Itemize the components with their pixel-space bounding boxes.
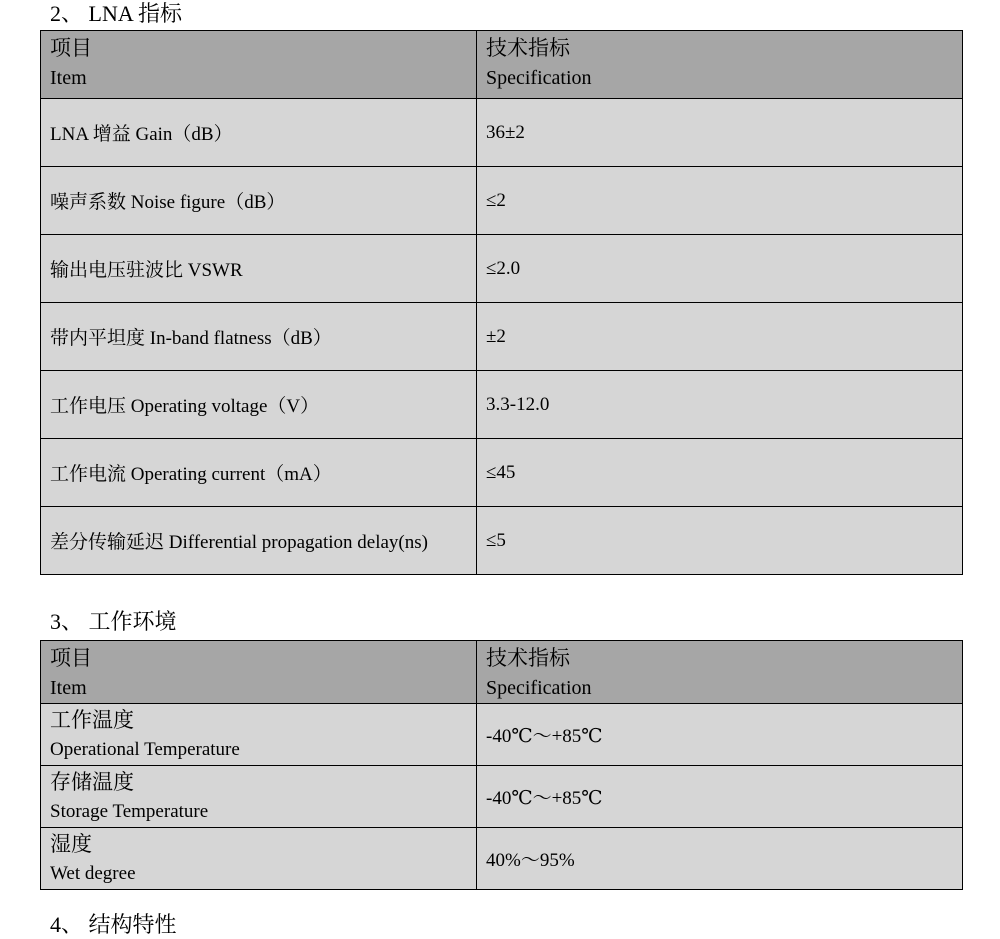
table-row xyxy=(41,371,963,439)
value-cell: ≤45 xyxy=(477,439,963,507)
table-row xyxy=(41,439,963,507)
item-cn: 存储温度 xyxy=(50,769,134,794)
table-row xyxy=(41,704,963,766)
item-en: Wet degree xyxy=(50,862,136,884)
item-cell: 工作电压 Operating voltage（V） xyxy=(41,371,477,439)
item-cn: 湿度 xyxy=(50,831,92,856)
item-cell xyxy=(41,704,477,766)
value-cell: 3.3-12.0 xyxy=(477,371,963,439)
header-spec-en: Specification xyxy=(486,67,592,89)
environment-spec-table xyxy=(40,640,963,890)
header-spec-cn: 技术指标 xyxy=(486,36,570,60)
header-item-cell xyxy=(41,31,477,99)
value-cell: -40℃～+85℃ xyxy=(477,766,963,828)
header-item-en: Item xyxy=(50,67,87,89)
value-cell: ≤5 xyxy=(477,507,963,575)
item-en: Storage Temperature xyxy=(50,800,209,822)
value-cell: -40℃～+85℃ xyxy=(477,704,963,766)
value-cell: 40%～95% xyxy=(477,828,963,890)
item-cell xyxy=(41,828,477,890)
lna-spec-table xyxy=(40,30,963,575)
item-cn: 工作温度 xyxy=(50,707,134,732)
item-cell: 差分传输延迟 Differential propagation delay(ns) xyxy=(41,507,477,575)
item-cell: LNA 增益 Gain（dB） xyxy=(41,99,477,167)
table-header-row xyxy=(41,641,963,704)
header-spec-cn: 技术指标 xyxy=(486,646,570,670)
table-row xyxy=(41,99,963,167)
item-cell: 噪声系数 Noise figure（dB） xyxy=(41,167,477,235)
header-spec-cell xyxy=(477,31,963,99)
item-en: Operational Temperature xyxy=(50,738,240,760)
value-cell: 36±2 xyxy=(477,99,963,167)
item-cell: 带内平坦度 In-band flatness（dB） xyxy=(41,303,477,371)
section-heading-environment: 3、 工作环境 xyxy=(50,609,177,634)
header-spec-cell xyxy=(477,641,963,704)
table-header-row xyxy=(41,31,963,99)
header-item-cn: 项目 xyxy=(50,36,92,60)
section-heading-lna: 2、 LNA 指标 xyxy=(50,1,183,26)
table-row xyxy=(41,235,963,303)
table-row xyxy=(41,766,963,828)
table-row xyxy=(41,167,963,235)
header-item-en: Item xyxy=(50,677,87,699)
value-cell: ±2 xyxy=(477,303,963,371)
section-heading-structure: 4、 结构特性 xyxy=(50,912,177,937)
item-cell: 输出电压驻波比 VSWR xyxy=(41,235,477,303)
table-row xyxy=(41,507,963,575)
table-row xyxy=(41,828,963,890)
header-item-cn: 项目 xyxy=(50,646,92,670)
item-cell: 工作电流 Operating current（mA） xyxy=(41,439,477,507)
header-item-cell xyxy=(41,641,477,704)
value-cell: ≤2.0 xyxy=(477,235,963,303)
header-spec-en: Specification xyxy=(486,677,592,699)
value-cell: ≤2 xyxy=(477,167,963,235)
table-row xyxy=(41,303,963,371)
item-cell xyxy=(41,766,477,828)
